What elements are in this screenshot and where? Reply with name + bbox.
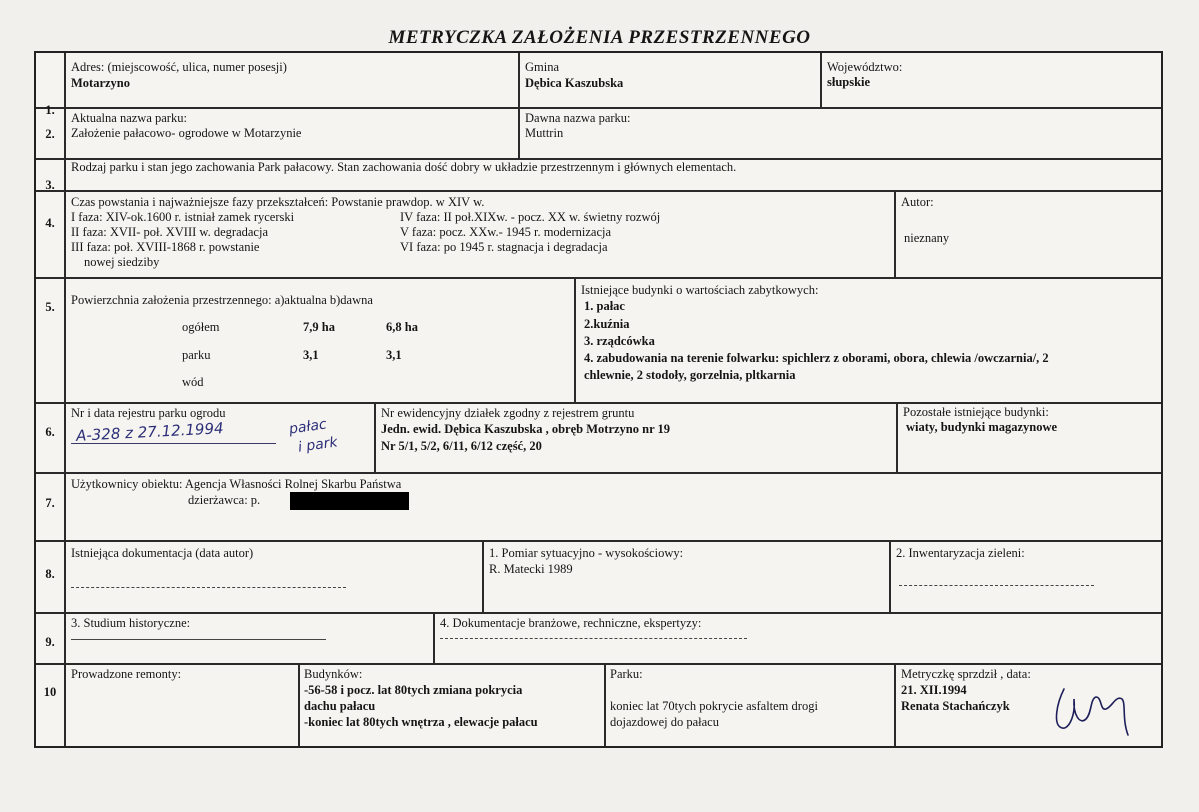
- rodzaj-parku-text: Rodzaj parku i stan jego zachowania Park pałacowy. Stan zachowania dość dobry w układzie przestrzennym i głównych elementach.: [71, 160, 737, 174]
- dawna-nazwa-value: Muttrin: [525, 126, 564, 140]
- redacted-name: [290, 492, 409, 510]
- row-number: 7.: [45, 496, 55, 510]
- aktualna-nazwa-label: Aktualna nazwa parku:: [71, 111, 187, 125]
- row-number: 8.: [45, 567, 55, 581]
- form-table: [34, 51, 1163, 748]
- metryczka-date: 21. XII.1994: [901, 683, 967, 697]
- uzytkownicy-text: Użytkownicy obiektu: Agencja Własności Rolnej Skarbu Państwa: [71, 477, 402, 491]
- ogolem-dawna: 6,8 ha: [386, 320, 418, 334]
- pozostale-budynki-value: wiaty, budynki magazynowe: [906, 420, 1058, 434]
- budynek-1: 1. pałac: [584, 299, 625, 313]
- remonty-budynkow-1: -56-58 i pocz. lat 80tych zmiana pokrycia: [304, 683, 523, 697]
- remonty-parku-2: dojazdowej do pałacu: [610, 715, 719, 729]
- page-title: METRYCZKA ZAŁOŻENIA PRZESTRZENNEGO: [388, 27, 811, 48]
- budynek-4-cont: chlewnie, 2 stodoły, gorzelnia, pltkarnia: [584, 368, 796, 382]
- row-number: 2.: [45, 127, 55, 141]
- adres-label: Adres: (miejscowość, ulica, numer posesji): [71, 60, 287, 74]
- remonty-parku-1: koniec lat 70tych pokrycie asfaltem drogi: [610, 699, 818, 713]
- faza-4: IV faza: II poł.XIXw. - pocz. XX w. świetny rozwój: [400, 210, 661, 224]
- row-number: 4.: [45, 216, 55, 230]
- remonty-label: Prowadzone remonty:: [71, 667, 182, 681]
- dokumentacja-label: Istniejąca dokumentacja (data autor): [71, 546, 254, 560]
- row-number: 9.: [45, 635, 55, 649]
- parku-dawna: 3,1: [386, 348, 402, 362]
- row-number: 1.: [45, 103, 55, 117]
- remonty-parku-label: Parku:: [610, 667, 643, 681]
- rejestr-handwritten: A-328 z 27.12.1994: [75, 419, 224, 445]
- budynek-3: 3. rządcówka: [584, 334, 655, 348]
- autor-label: Autor:: [901, 195, 934, 209]
- dzierzawca-label: dzierżawca: p.: [188, 493, 261, 507]
- pozostale-budynki-label: Pozostałe istniejące budynki:: [903, 405, 1049, 419]
- metryczka-label: Metryczkę sprzdził , data:: [901, 667, 1031, 681]
- faza-3-cont: nowej siedziby: [84, 255, 160, 269]
- ogolem-label: ogółem: [182, 320, 220, 334]
- row-number: 3.: [45, 178, 55, 192]
- adres-value: Motarzyno: [71, 76, 131, 90]
- gmina-value: Dębica Kaszubska: [525, 76, 624, 90]
- pomiar-value: R. Matecki 1989: [489, 562, 573, 576]
- faza-6: VI faza: po 1945 r. stagnacja i degradacja: [400, 240, 608, 254]
- aktualna-nazwa-value: Założenie pałacowo- ogrodowe w Motarzynie: [71, 126, 302, 140]
- pomiar-label: 1. Pomiar sytuacyjno - wysokościowy:: [489, 546, 684, 560]
- wojewodztwo-value: słupskie: [827, 75, 871, 89]
- rejestr-handwritten-note: pałac: [288, 416, 328, 438]
- row-number: 5.: [45, 300, 55, 314]
- ewidencja-1: Jedn. ewid. Dębica Kaszubska , obręb Motrzyno nr 19: [381, 422, 671, 436]
- faza-1: I faza: XIV-ok.1600 r. istniał zamek rycerski: [71, 210, 295, 224]
- budynek-4: 4. zabudowania na terenie folwarku: spichlerz z oborami, obora, chlewia /owczarnia/, 2: [584, 351, 1049, 365]
- dokumentacje-branzowe-label: 4. Dokumentacje branżowe, rechniczne, ekspertyzy:: [440, 616, 702, 630]
- signature: [1046, 675, 1146, 741]
- remonty-budynkow-label: Budynków:: [304, 667, 363, 681]
- parku-aktualna: 3,1: [303, 348, 319, 362]
- czas-powstania-label: Czas powstania i najważniejsze fazy przekształceń: Powstanie prawdop. w XIV w.: [71, 195, 485, 209]
- remonty-budynkow-2: dachu pałacu: [304, 699, 376, 713]
- gmina-label: Gmina: [525, 60, 560, 74]
- powierzchnia-label: Powierzchnia założenia przestrzennego: a)aktualna b)dawna: [71, 293, 373, 307]
- budynek-2: 2.kuźnia: [584, 317, 630, 331]
- autor-value: nieznany: [904, 231, 950, 245]
- parku-label: parku: [182, 348, 211, 362]
- ewidencja-2: Nr 5/1, 5/2, 6/11, 6/12 część, 20: [381, 439, 542, 453]
- wod-label: wód: [182, 375, 204, 389]
- budynki-zabytkowe-label: Istniejące budynki o wartościach zabytkowych:: [581, 283, 819, 297]
- inwentaryzacja-label: 2. Inwentaryzacja zieleni:: [896, 546, 1025, 560]
- rejestr-label: Nr i data rejestru parku ogrodu: [71, 406, 226, 420]
- dokumentacje-branzowe-line: [440, 638, 747, 639]
- rejestr-handwritten-note-cont: i park: [297, 434, 339, 456]
- inwentaryzacja-line: [899, 585, 1094, 586]
- remonty-budynkow-3: -koniec lat 80tych wnętrza , elewacje pałacu: [304, 715, 538, 729]
- ogolem-aktualna: 7,9 ha: [303, 320, 335, 334]
- studium-label: 3. Studium historyczne:: [71, 616, 191, 630]
- row-number: 10: [43, 685, 57, 699]
- faza-5: V faza: pocz. XXw.- 1945 r. modernizacja: [400, 225, 612, 239]
- studium-line: [71, 639, 326, 640]
- dawna-nazwa-label: Dawna nazwa parku:: [525, 111, 631, 125]
- row-number: 6.: [45, 425, 55, 439]
- wojewodztwo-label: Województwo:: [827, 60, 903, 74]
- metryczka-name: Renata Stachańczyk: [901, 699, 1010, 713]
- faza-3: III faza: poł. XVIII-1868 r. powstanie: [71, 240, 260, 254]
- ewidencja-label: Nr ewidencyjny działek zgodny z rejestrem gruntu: [381, 406, 635, 420]
- dokumentacja-line: [71, 587, 346, 588]
- faza-2: II faza: XVII- poł. XVIII w. degradacja: [71, 225, 269, 239]
